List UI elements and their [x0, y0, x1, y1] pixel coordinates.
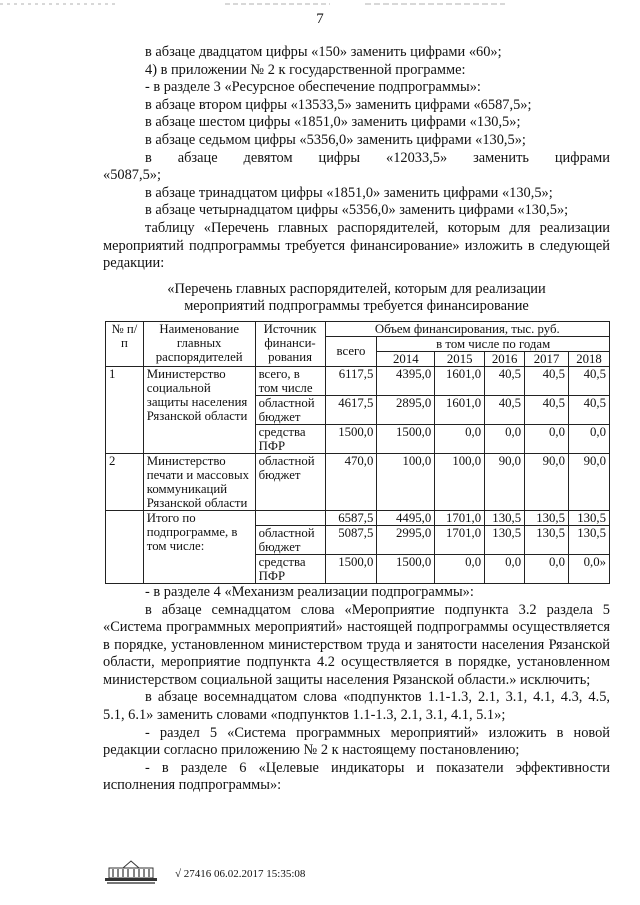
header-year: 2014	[377, 351, 435, 366]
row-name: Итого по подпрограмме, в том числе:	[143, 510, 255, 583]
header-year: 2015	[435, 351, 485, 366]
row-year-value: 4495,0	[377, 510, 435, 525]
row-name: Министерство социальной защиты населения Рязанской области	[143, 366, 255, 453]
page-number: 7	[316, 11, 324, 27]
row-source: областной бюджет	[255, 453, 325, 510]
header-volume: Объем финансирования, тыс. руб.	[325, 321, 609, 336]
row-year-value: 100,0	[377, 453, 435, 510]
row-source: областной бюджет	[255, 395, 325, 424]
paragraph: в абзаце седьмом цифры «5356,0» заменить цифрами «130,5»;	[145, 131, 526, 148]
row-year-value: 2995,0	[377, 525, 435, 554]
row-source: всего, в том числе	[255, 366, 325, 395]
table-row	[106, 510, 610, 525]
row-total: 1500,0	[325, 424, 377, 453]
row-year-value: 130,5	[485, 510, 525, 525]
row-year-value: 0,0	[485, 424, 525, 453]
row-year-value: 40,5	[569, 366, 610, 395]
row-total: 6587,5	[325, 510, 377, 525]
row-year-value: 1701,0	[435, 510, 485, 525]
row-year-value: 100,0	[435, 453, 485, 510]
row-year-value: 130,5	[569, 525, 610, 554]
row-total: 470,0	[325, 453, 377, 510]
paragraph: в абзаце втором цифры «13533,5» заменить цифрами «6587,5»;	[145, 96, 532, 113]
row-source: средства ПФР	[255, 424, 325, 453]
paragraph: в абзаце шестом цифры «1851,0» заменить цифрами «130,5»;	[145, 114, 521, 131]
row-total: 4617,5	[325, 395, 377, 424]
table-title-line: «Перечень главных распорядителей, которым для реализации	[167, 280, 546, 297]
paragraph: 4) в приложении № 2 к государственной программе:	[145, 61, 466, 78]
header-by-years: в том числе по годам	[377, 336, 610, 351]
document-body	[103, 44, 610, 795]
header-total: всего	[325, 336, 377, 366]
row-source: областной бюджет	[255, 525, 325, 554]
row-year-value: 0,0	[435, 554, 485, 583]
row-year-value: 40,5	[525, 366, 569, 395]
paragraph: в абзаце семнадцатом слова «Мероприятие подпункта 3.2 раздела 5 «Система программных мероприятий» настоящей подпрограммы осуществляется в порядке, установленном министерством труда и занятости населения Рязанской области, мероприятие подпункта 4.2 осуществляется в порядке, установленном министерством социальной защиты населения Рязанской области.» исключить;	[103, 601, 610, 688]
table-title-line: мероприятий подпрограммы требуется финансирование	[184, 298, 529, 315]
row-year-value: 130,5	[485, 525, 525, 554]
row-num	[106, 510, 144, 583]
row-year-value: 0,0	[525, 424, 569, 453]
footer	[103, 858, 523, 888]
row-year-value: 90,0	[485, 453, 525, 510]
word: абзаце	[177, 149, 218, 166]
row-year-value: 1500,0	[377, 424, 435, 453]
row-total: 1500,0	[325, 554, 377, 583]
row-year-value: 2895,0	[377, 395, 435, 424]
paragraph: - в разделе 6 «Целевые индикаторы и показатели эффективности исполнения подпрограммы»:	[103, 759, 610, 794]
paragraph: таблицу «Перечень главных распорядителей, которым для реализации мероприятий подпрограммы требуется финансирование» изложить в следующей редакции:	[103, 219, 610, 272]
word: заменить	[473, 149, 529, 166]
row-total: 6117,5	[325, 366, 377, 395]
paragraph: в абзаце тринадцатом цифры «1851,0» заменить цифрами «130,5»;	[145, 184, 553, 201]
row-year-value: 1601,0	[435, 366, 485, 395]
paragraph: - в разделе 4 «Механизм реализации подпрограммы»:	[145, 583, 474, 600]
row-name: Министерство печати и массовых коммуникаций Рязанской области	[143, 453, 255, 510]
paragraph-continuation: «5087,5»;	[103, 167, 161, 184]
row-num: 1	[106, 366, 144, 453]
row-year-value: 0,0	[569, 424, 610, 453]
row-year-value: 90,0	[569, 453, 610, 510]
paragraph: - в разделе 3 «Ресурсное обеспечение подпрограммы»:	[145, 79, 481, 96]
paragraph: в абзаце двадцатом цифры «150» заменить цифрами «60»;	[145, 44, 502, 60]
row-year-value: 130,5	[569, 510, 610, 525]
row-year-value: 0,0	[525, 554, 569, 583]
row-year-value: 40,5	[485, 395, 525, 424]
row-year-value: 130,5	[525, 525, 569, 554]
word: цифры	[318, 149, 361, 166]
row-year-value: 40,5	[569, 395, 610, 424]
table-row	[106, 453, 610, 510]
row-year-value: 0,0»	[569, 554, 610, 583]
word: в	[145, 149, 152, 166]
financing-table	[105, 321, 610, 584]
header-year: 2017	[525, 351, 569, 366]
row-year-value: 1601,0	[435, 395, 485, 424]
row-year-value: 1500,0	[377, 554, 435, 583]
row-source: средства ПФР	[255, 554, 325, 583]
row-year-value: 90,0	[525, 453, 569, 510]
paragraph-ninth	[103, 150, 610, 168]
word: «12033,5»	[386, 149, 448, 166]
row-year-value: 130,5	[525, 510, 569, 525]
document-id: √ 27416 06.02.2017 15:35:08	[175, 868, 306, 880]
paragraph: - раздел 5 «Система программных мероприятий» изложить в новой редакции согласно приложению № 2 к настоящему постановлению;	[103, 724, 610, 759]
table-row	[106, 366, 610, 395]
row-num: 2	[106, 453, 144, 510]
row-year-value: 0,0	[435, 424, 485, 453]
table-title	[103, 281, 610, 316]
row-year-value: 0,0	[485, 554, 525, 583]
row-year-value: 1701,0	[435, 525, 485, 554]
header-year: 2018	[569, 351, 610, 366]
word: девятом	[243, 149, 293, 166]
word: цифрами	[554, 149, 610, 166]
scan-top-line	[0, 2, 640, 6]
row-source	[255, 510, 325, 525]
row-year-value: 4395,0	[377, 366, 435, 395]
row-year-value: 40,5	[485, 366, 525, 395]
row-total: 5087,5	[325, 525, 377, 554]
row-year-value: 40,5	[525, 395, 569, 424]
paragraph: в абзаце восемнадцатом слова «подпунктов 1.1-1.3, 2.1, 3.1, 4.1, 4.3, 4.5, 5.1, 6.1» заменить словами «подпунктов 1.1-1.3, 2.1, 3.1, 4.1, 5.1»;	[103, 689, 610, 724]
government-building-logo-icon	[103, 858, 159, 886]
paragraph: в абзаце четырнадцатом цифры «5356,0» заменить цифрами «130,5»;	[145, 202, 569, 219]
header-source: Источник финанси-рования	[255, 321, 325, 366]
header-name: Наименование главных распорядителей	[143, 321, 255, 366]
header-year: 2016	[485, 351, 525, 366]
header-num: № п/п	[106, 321, 144, 366]
